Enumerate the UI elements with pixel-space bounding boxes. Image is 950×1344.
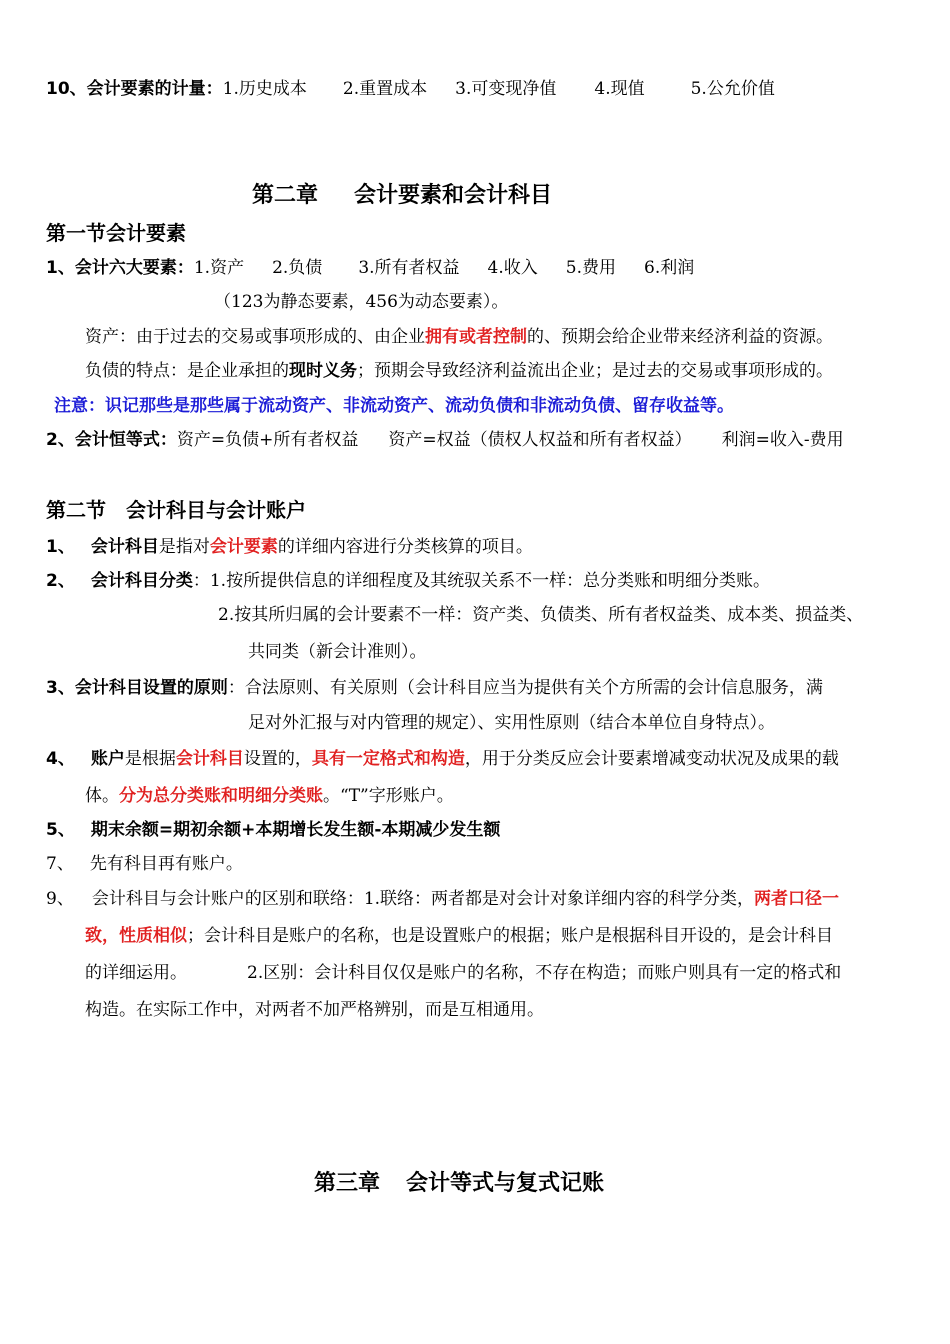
item-text: ；会计科目是账户的名称，也是设置账户的根据；账户是根据科目开设的，是会计科目 — [187, 926, 833, 946]
item-2-continuation: 2.按其所归属的会计要素不一样：资产类、负债类、所有者权益类、成本类、损益类、 — [218, 605, 864, 625]
identity-label: 2、会计恒等式： — [46, 430, 177, 450]
item-2-continuation: 共同类（新会计准则）。 — [248, 642, 427, 662]
chapter-2-heading — [252, 182, 552, 210]
accounting-identity-line — [46, 428, 844, 452]
element-item: 6.利润 — [644, 258, 695, 278]
item-highlight: 具有一定格式和构造 — [311, 749, 465, 769]
section-2-heading: 第二节 会计科目与会计账户 — [46, 498, 306, 522]
item-text: 是指对 — [158, 537, 210, 557]
chapter-2-title: 会计要素和会计科目 — [354, 183, 553, 208]
item-term: 账户 — [90, 749, 125, 769]
measurement-item: 1.历史成本 — [222, 79, 307, 99]
item-number: 4、 — [46, 749, 75, 769]
chapter-2-number: 第二章 — [252, 183, 319, 208]
item-9-line — [46, 887, 839, 911]
item-1-line — [46, 535, 533, 559]
item-term: 3、会计科目设置的原则 — [46, 678, 228, 698]
attention-note: 注意：识记那些是那些属于流动资产、非流动资产、流动负债和非流动负债、留存收益等。 — [54, 396, 734, 416]
balance-formula: 期末余额=期初余额+本期增长发生额-本期减少发生额 — [90, 820, 501, 840]
item-4-line — [46, 747, 839, 771]
item-7-line — [46, 852, 243, 876]
asset-definition — [85, 325, 833, 349]
item-9-continuation: 构造。在实际工作中，对两者不加严格辨别，而是互相通用。 — [85, 1000, 544, 1020]
item-text: 会计科目与会计账户的区别和联络：1.联络：两者都是对会计对象详细内容的科学分类， — [91, 889, 755, 909]
item-number: 5、 — [46, 820, 75, 840]
item-text: 先有科目再有账户。 — [89, 854, 243, 874]
item-text: ，用于分类反应会计要素增减变动状况及成果的载 — [464, 749, 839, 769]
item-term: 会计科目 — [90, 537, 159, 557]
item-text: 的详细内容进行分类核算的项目。 — [277, 537, 533, 557]
item-3-continuation: 足对外汇报与对内管理的规定）、实用性原则（结合本单位自身特点）。 — [248, 713, 775, 733]
item-number: 2、 — [46, 571, 75, 591]
chapter-3-number: 第三章 — [314, 1171, 381, 1196]
element-item: 1.资产 — [193, 258, 245, 278]
item-text: 。“T”字形账户。 — [323, 786, 454, 806]
item-3-line — [46, 676, 823, 700]
item-number: 7、 — [46, 854, 74, 874]
item-2-line — [46, 569, 770, 593]
identity-equation: 资产=负债+所有者权益 — [176, 430, 359, 450]
item-text: 是根据 — [124, 749, 176, 769]
identity-equation: 利润=收入-费用 — [721, 430, 844, 450]
item-5-line — [46, 818, 500, 842]
measurement-label: 10、会计要素的计量： — [46, 79, 223, 99]
liability-text: 负债的特点：是企业承担的 — [85, 361, 289, 381]
measurement-item: 2.重置成本 — [342, 79, 428, 99]
item-highlight: 会计要素 — [209, 537, 278, 557]
six-elements-line — [46, 256, 694, 280]
asset-text: 的、预期会给企业带来经济利益的资源。 — [527, 327, 833, 347]
liability-highlight: 现时义务 — [289, 361, 357, 381]
chapter-3-title: 会计等式与复式记账 — [406, 1171, 605, 1196]
six-elements-label: 1、会计六大要素： — [46, 258, 194, 278]
item-text: 2.区别：会计科目仅仅是账户的名称，不存在构造；而账户则具有一定的格式和 — [247, 963, 842, 983]
item-4-continuation — [85, 784, 454, 808]
static-dynamic-note: （123为静态要素，456为动态要素）。 — [214, 292, 509, 312]
item-term: 会计科目分类 — [90, 571, 193, 591]
item-highlight: 分为总分类账和明细分类账 — [119, 786, 323, 806]
item-text: ：1.按所提供信息的详细程度及其统驭关系不一样：总分类账和明细分类账。 — [192, 571, 771, 591]
item-number: 9、 — [46, 889, 74, 909]
element-item: 4.收入 — [487, 258, 538, 278]
item-text: ：合法原则、有关原则（会计科目应当为提供有关个方所需的会计信息服务，满 — [227, 678, 823, 698]
measurement-line — [46, 77, 775, 101]
item-highlight: 致，性质相似 — [85, 926, 187, 946]
item-highlight: 两者口径一 — [754, 889, 840, 909]
item-text: 设置的， — [243, 749, 312, 769]
asset-highlight: 拥有或者控制 — [425, 327, 527, 347]
chapter-3-heading — [314, 1170, 604, 1198]
liability-features — [85, 359, 833, 383]
liability-text: ；预期会导致经济利益流出企业；是过去的交易或事项形成的。 — [357, 361, 833, 381]
measurement-item: 5.公允价值 — [690, 79, 775, 99]
asset-text: 资产：由于过去的交易或事项形成的、由企业 — [85, 327, 425, 347]
item-highlight: 会计科目 — [175, 749, 244, 769]
item-text: 的详细运用。 — [85, 963, 187, 983]
identity-equation: 资产=权益（债权人权益和所有者权益） — [388, 430, 692, 450]
element-item: 3.所有者权益 — [358, 258, 460, 278]
item-number: 1、 — [46, 537, 75, 557]
item-9-continuation — [85, 961, 841, 985]
element-item: 5.费用 — [565, 258, 617, 278]
section-1-heading: 第一节会计要素 — [46, 221, 186, 245]
item-text: 体。 — [85, 786, 119, 806]
item-9-continuation — [85, 924, 833, 948]
measurement-item: 3.可变现净值 — [455, 79, 557, 99]
measurement-item: 4.现值 — [594, 79, 645, 99]
element-item: 2.负债 — [272, 258, 323, 278]
